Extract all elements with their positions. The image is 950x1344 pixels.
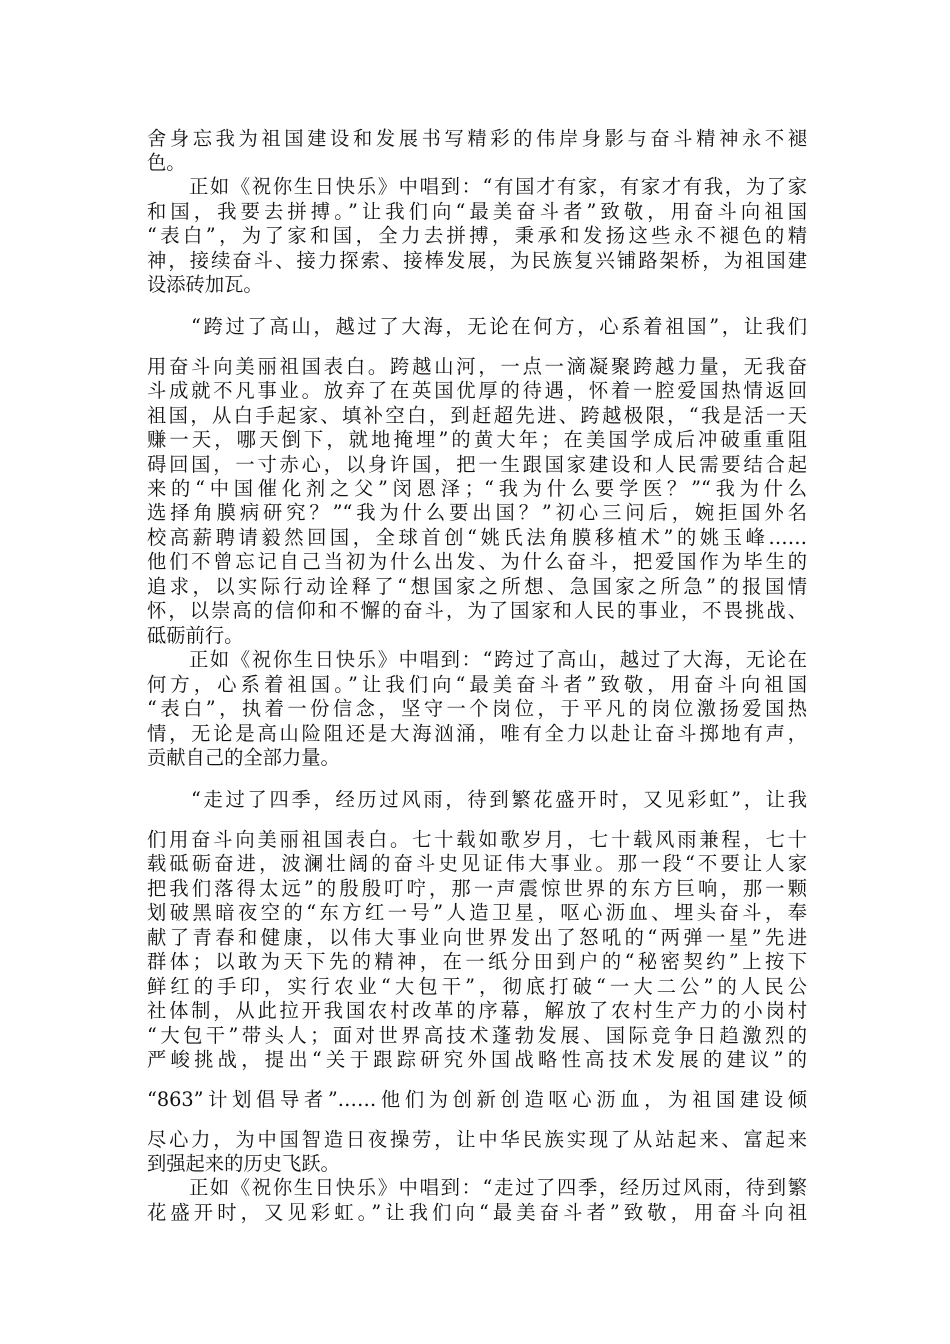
text-line: 设添砖加瓦。 bbox=[147, 273, 263, 296]
text-line: 正如《祝你生日快乐》中唱到：“跨过了高山，越过了大海，无论在 bbox=[147, 648, 807, 671]
text-line: 斗成就不凡事业。放弃了在英国优厚的待遇，怀着一腔爱国热情返回 bbox=[147, 379, 807, 402]
text-line: “大包干”带头人；面对世界高技术蓬勃发展、国际竞争日趋激烈的 bbox=[147, 1024, 807, 1047]
text-line: 社体制，从此拉开我国农村改革的序幕，解放了农村生产力的小岗村 bbox=[147, 999, 807, 1022]
text-line: 赚一天，哪天倒下，就地掩埋”的黄大年；在美国学成后冲破重重阻 bbox=[147, 428, 807, 451]
text-line: “跨过了高山，越过了大海，无论在何方，心系着祖国”，让我们 bbox=[147, 315, 807, 338]
text-line: 鲜红的手印，实行农业“大包干”，彻底打破“一大二公”的人民公 bbox=[147, 975, 807, 998]
text-line: 正如《祝你生日快乐》中唱到：“走过了四季，经历过风雨，待到繁 bbox=[147, 1176, 807, 1199]
text-line: 色。 bbox=[147, 151, 186, 174]
text-line: 祖国，从白手起家、填补空白，到赶超先进、跨越极限，“我是活一天 bbox=[147, 404, 807, 427]
text-line: 贡献自己的全部力量。 bbox=[147, 746, 340, 769]
text-line: 碍回国，一寸赤心，以身许国，把一生跟国家建设和人民需要结合起 bbox=[147, 453, 807, 476]
text-line: 何方，心系着祖国。”让我们向“最美奋斗者”致敬，用奋斗向祖国 bbox=[147, 673, 807, 696]
text-line: 和国，我要去拼搏。”让我们向“最美奋斗者”致敬，用奋斗向祖国 bbox=[147, 200, 807, 223]
text-line: 来的“中国催化剂之父”闵恩泽；“我为什么要学医？”“我为什么 bbox=[147, 477, 807, 500]
text-line: “表白”，为了家和国，全力去拼搏，秉承和发扬这些永不褪色的精 bbox=[147, 224, 807, 247]
text-line: 献了青春和健康，以伟大事业向世界发出了怒吼的“两弹一星”先进 bbox=[147, 926, 807, 949]
text-line: “863”计划倡导者”……他们为创新创造呕心沥血，为祖国建设倾 bbox=[147, 1088, 807, 1111]
text-line: 他们不曾忘记自己当初为什么出发、为什么奋斗，把爱国作为毕生的 bbox=[147, 550, 807, 573]
text-line: 划破黑暗夜空的“东方红一号”人造卫星，呕心沥血、埋头奋斗，奉 bbox=[147, 901, 807, 924]
text-line: 把我们落得太远”的殷殷叮咛，那一声震惊世界的东方巨响，那一颗 bbox=[147, 877, 807, 900]
text-line: 正如《祝你生日快乐》中唱到：“有国才有家，有家才有我，为了家 bbox=[147, 175, 807, 198]
text-line: 群体；以敢为天下先的精神，在一纸分田到户的“秘密契约”上按下 bbox=[147, 950, 807, 973]
text-line: 们用奋斗向美丽祖国表白。七十载如歌岁月，七十载风雨兼程，七十 bbox=[147, 828, 807, 851]
text-line: 花盛开时，又见彩虹。”让我们向“最美奋斗者”致敬，用奋斗向祖 bbox=[147, 1201, 807, 1224]
text-line: 到强起来的历史飞跃。 bbox=[147, 1152, 340, 1175]
text-line: 砥砺前行。 bbox=[147, 624, 244, 647]
text-line: 严峻挑战，提出“关于跟踪研究外国战略性高技术发展的建议”的 bbox=[147, 1048, 807, 1071]
text-line: 选择角膜病研究？”“我为什么要出国？”初心三问后，婉拒国外名 bbox=[147, 501, 807, 524]
text-line: 怀，以崇高的信仰和不懈的奋斗，为了国家和人民的事业，不畏挑战、 bbox=[147, 599, 807, 622]
text-line: 尽心力，为中国智造日夜操劳，让中华民族实现了从站起来、富起来 bbox=[147, 1128, 807, 1151]
text-line: 校高薪聘请毅然回国，全球首创“姚氏法角膜移植术”的姚玉峰…… bbox=[147, 526, 807, 549]
text-line: 情，无论是高山险阻还是大海汹涌，唯有全力以赴让奋斗掷地有声， bbox=[147, 722, 807, 745]
text-line: 追求，以实际行动诠释了“想国家之所想、急国家之所急”的报国情 bbox=[147, 575, 807, 598]
text-line: 用奋斗向美丽祖国表白。跨越山河，一点一滴凝聚跨越力量，无我奋 bbox=[147, 355, 807, 378]
text-line: 舍身忘我为祖国建设和发展书写精彩的伟岸身影与奋斗精神永不褪 bbox=[147, 127, 807, 150]
text-line: “表白”，执着一份信念，坚守一个岗位，于平凡的岗位激扬爱国热 bbox=[147, 697, 807, 720]
text-line: 神，接续奋斗、接力探索、接棒发展，为民族复兴铺路架桥，为祖国建 bbox=[147, 249, 807, 272]
text-line: 载砥砺奋进，波澜壮阔的奋斗史见证伟大事业。那一段“不要让人家 bbox=[147, 852, 807, 875]
text-line: “走过了四季，经历过风雨，待到繁花盛开时，又见彩虹”，让我 bbox=[147, 788, 807, 811]
